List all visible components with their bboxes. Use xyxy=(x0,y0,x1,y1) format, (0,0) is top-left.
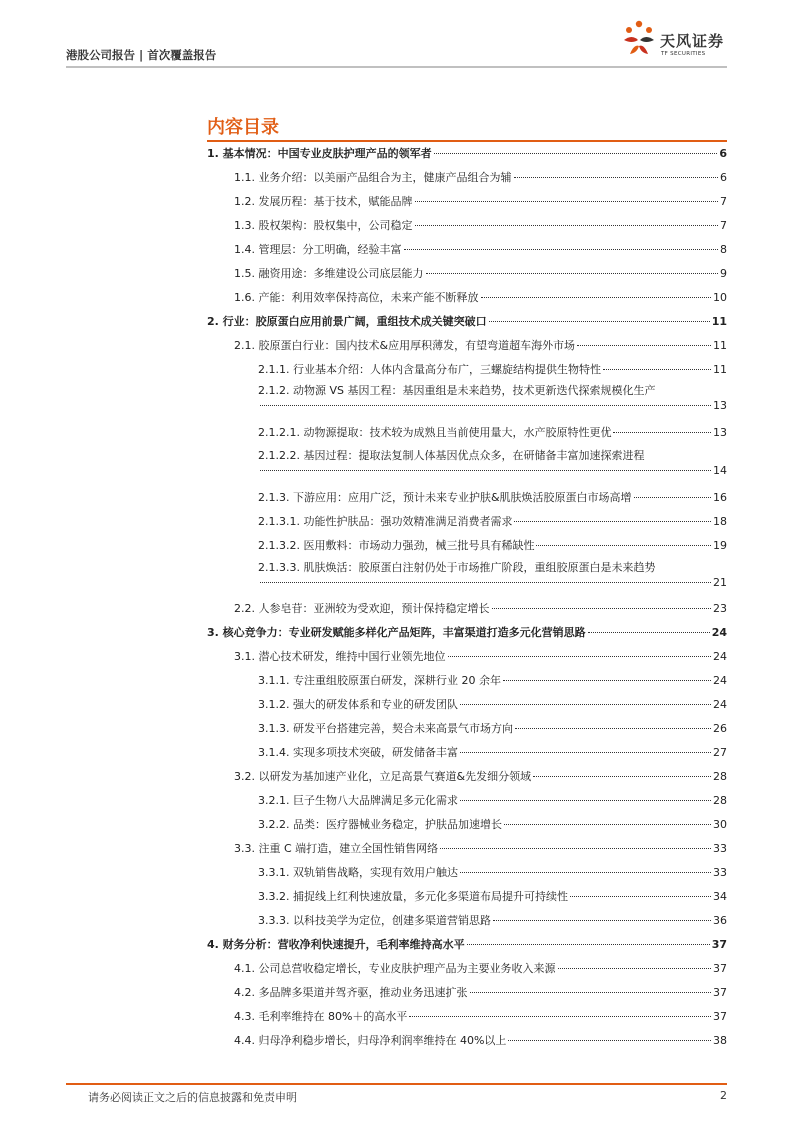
toc-entry[interactable]: 1.2. 发展历程：基于技术，赋能品牌 7 xyxy=(234,195,727,208)
report-type-label: 港股公司报告 | 首次覆盖报告 xyxy=(66,48,217,62)
toc-entry[interactable]: 2. 行业：胶原蛋白应用前景广阔，重组技术成关键突破口 11 xyxy=(207,315,727,328)
toc-entry[interactable]: 1.5. 融资用途：多维建设公司底层能力 9 xyxy=(234,267,727,280)
toc-entry[interactable]: 3.1. 潜心技术研发，维持中国行业领先地位 24 xyxy=(234,650,727,663)
toc-entry[interactable]: 1.3. 股权架构：股权集中，公司稳定 7 xyxy=(234,219,727,232)
toc-entry[interactable]: 1. 基本情况：中国专业皮肤护理产品的领军者 6 xyxy=(207,147,727,160)
toc-entry[interactable]: 2.1.1. 行业基本介绍：人体内含量高分布广，三螺旋结构提供生物特性 11 xyxy=(258,363,727,376)
toc-entry[interactable]: 4.1. 公司总营收稳定增长，专业皮肤护理产品为主要业务收入来源 37 xyxy=(234,962,727,975)
toc-entry[interactable]: 3.2.1. 巨子生物八大品牌满足多元化需求 28 xyxy=(258,794,727,807)
toc-entry[interactable]: 2.1.3.2. 医用敷料：市场动力强劲，械三批号具有稀缺性 19 xyxy=(258,539,727,552)
toc-entry[interactable]: 3.3. 注重 C 端打造，建立全国性销售网络 33 xyxy=(234,842,727,855)
toc-entry[interactable]: 2.1.2. 动物源 VS 基因工程：基因重组是未来趋势，技术更新迭代探索规模化生产 13 xyxy=(258,384,727,412)
toc-entry[interactable]: 2.1.3.3. 肌肤焕活：胶原蛋白注射仍处于市场推广阶段，重组胶原蛋白是未来趋势 21 xyxy=(258,561,727,589)
toc-entry[interactable]: 3.1.2. 强大的研发体系和专业的研发团队 24 xyxy=(258,698,727,711)
toc-title: 内容目录 xyxy=(207,117,279,138)
toc-entry[interactable]: 4.4. 归母净利稳步增长，归母净利润率维持在 40%以上 38 xyxy=(234,1034,727,1047)
toc-entry[interactable]: 3.1.4. 实现多项技术突破，研发储备丰富 27 xyxy=(258,746,727,759)
toc-entry[interactable]: 2.1. 胶原蛋白行业：国内技术&应用厚积薄发，有望弯道超车海外市场 11 xyxy=(234,339,727,352)
logo-text-cn: 天风证券 xyxy=(660,32,725,50)
footer-disclaimer: 请务必阅读正文之后的信息披露和免责申明 xyxy=(88,1091,297,1104)
toc-entry[interactable]: 3.2. 以研发为基加速产业化，立足高景气赛道&先发细分领域 28 xyxy=(234,770,727,783)
toc-entry[interactable]: 3. 核心竞争力：专业研发赋能多样化产品矩阵，丰富渠道打造多元化营销思路 24 xyxy=(207,626,727,639)
toc-entry[interactable]: 2.1.2.1. 动物源提取：技术较为成熟且当前使用量大，水产胶原特性更优 13 xyxy=(258,426,727,439)
toc-entry[interactable]: 1.6. 产能：利用效率保持高位，未来产能不断释放 10 xyxy=(234,291,727,304)
toc-entry[interactable]: 3.1.1. 专注重组胶原蛋白研发，深耕行业 20 余年 24 xyxy=(258,674,727,687)
logo-text-en: TF SECURITIES xyxy=(661,51,706,57)
toc-entry[interactable]: 3.3.3. 以科技美学为定位，创建多渠道营销思路 36 xyxy=(258,914,727,927)
toc-entry[interactable]: 2.1.2.2. 基因过程：提取法复制人体基因优点众多，在研储备丰富加速探索进程 14 xyxy=(258,449,727,477)
toc-entry[interactable]: 4.3. 毛利率维持在 80%＋的高水平 37 xyxy=(234,1010,727,1023)
toc-entry[interactable]: 2.1.3. 下游应用：应用广泛，预计未来专业护肤&肌肤焕活胶原蛋白市场高增 16 xyxy=(258,491,727,504)
toc-entry[interactable]: 2.2. 人参皂苷：亚洲较为受欢迎，预计保持稳定增长 23 xyxy=(234,602,727,615)
toc-entry[interactable]: 3.3.1. 双轨销售战略，实现有效用户触达 33 xyxy=(258,866,727,879)
toc-entry[interactable]: 1.1. 业务介绍：以美丽产品组合为主，健康产品组合为辅 6 xyxy=(234,171,727,184)
toc-entry[interactable]: 3.1.3. 研发平台搭建完善，契合未来高景气市场方向 26 xyxy=(258,722,727,735)
footer-divider xyxy=(66,1083,727,1085)
toc-entry[interactable]: 2.1.3.1. 功能性护肤品：强功效精准满足消费者需求 18 xyxy=(258,515,727,528)
company-logo xyxy=(620,18,735,64)
toc-entry[interactable]: 3.2.2. 品类：医疗器械业务稳定，护肤品加速增长 30 xyxy=(258,818,727,831)
toc-title-underline xyxy=(207,140,727,142)
page-number: 2 xyxy=(720,1089,727,1102)
header-divider xyxy=(66,66,727,68)
toc-entry[interactable]: 1.4. 管理层：分工明确，经验丰富 8 xyxy=(234,243,727,256)
toc-entry[interactable]: 4. 财务分析：营收净利快速提升，毛利率维持高水平 37 xyxy=(207,938,727,951)
logo-mark-icon xyxy=(620,20,658,60)
toc-entry[interactable]: 4.2. 多品牌多渠道并驾齐驱，推动业务迅速扩张 37 xyxy=(234,986,727,999)
toc-entry[interactable]: 3.3.2. 捕捉线上红利快速放量，多元化多渠道布局提升可持续性 34 xyxy=(258,890,727,903)
